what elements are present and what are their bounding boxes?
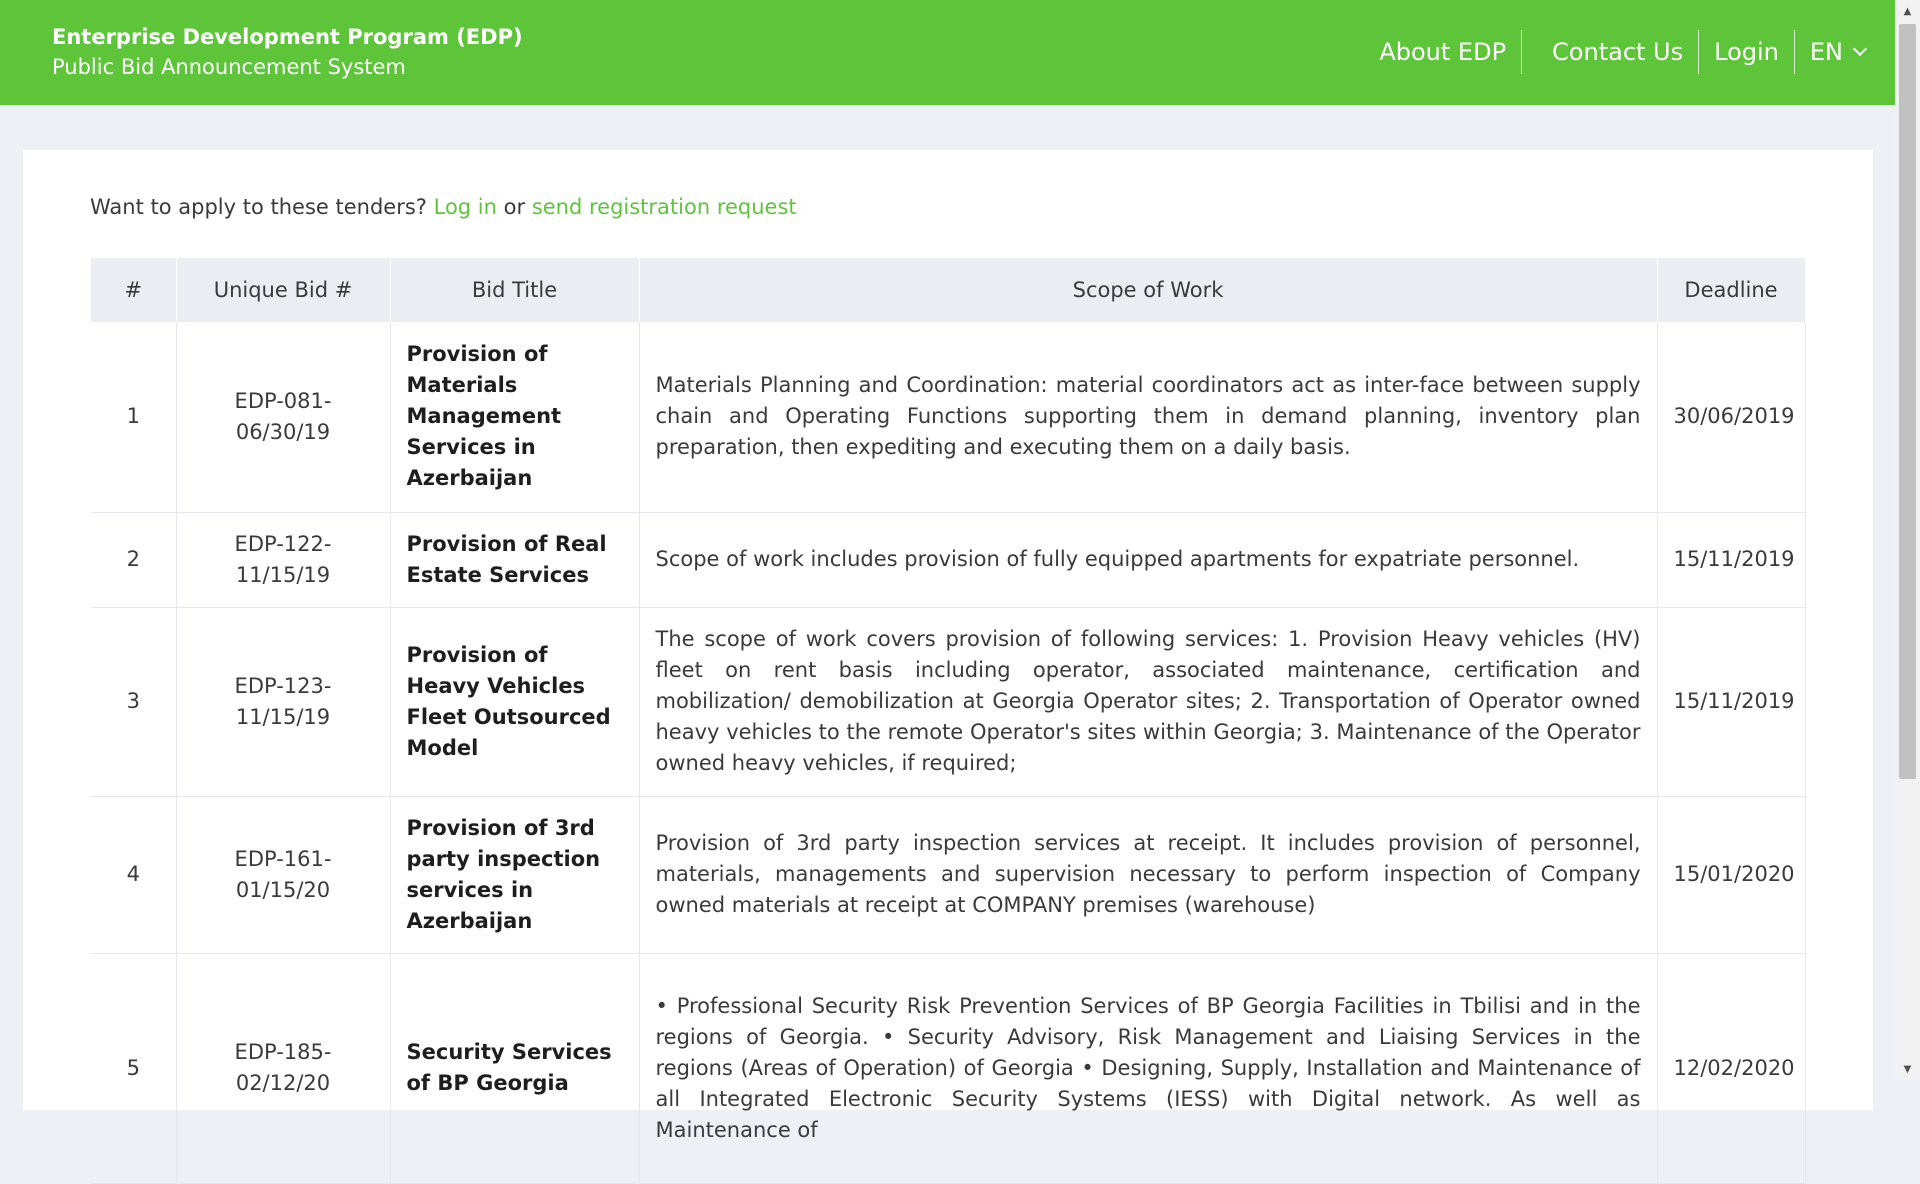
bid-title[interactable]: Provision of Heavy Vehicles Fleet Outsourced Model — [390, 607, 639, 796]
col-header-deadline: Deadline — [1657, 258, 1805, 322]
login-link[interactable]: Log in — [433, 195, 497, 219]
registration-request-link[interactable]: send registration request — [531, 195, 797, 219]
row-number: 5 — [91, 953, 176, 1183]
nav-about-edp[interactable]: About EDP — [1379, 38, 1507, 66]
col-header-scope: Scope of Work — [639, 258, 1657, 322]
table-row[interactable] — [91, 796, 1805, 953]
table-row[interactable] — [91, 322, 1805, 512]
deadline: 15/11/2019 — [1657, 607, 1805, 796]
brand[interactable] — [52, 22, 523, 82]
table-row[interactable] — [91, 953, 1805, 1183]
tenders-card — [23, 150, 1873, 1142]
nav-contact-us[interactable]: Contact Us — [1552, 38, 1684, 66]
scope-of-work: Provision of 3rd party inspection services at receipt. It includes provision of personnel, materials, managements and supervision necessary to perform inspection of Company owned materials at receipt at COMPANY premises (warehouse) — [639, 796, 1657, 953]
vertical-scrollbar[interactable] — [1895, 0, 1920, 1080]
apply-intro — [90, 195, 797, 219]
table-row[interactable] — [91, 512, 1805, 607]
table-row[interactable] — [91, 607, 1805, 796]
col-header-bid-title: Bid Title — [390, 258, 639, 322]
row-number: 3 — [91, 607, 176, 796]
language-label: EN — [1809, 38, 1843, 66]
deadline: 15/01/2020 — [1657, 796, 1805, 953]
bid-title[interactable]: Provision of 3rd party inspection services in Azerbaijan — [390, 796, 639, 953]
unique-bid-id: EDP-185-02/12/20 — [176, 953, 390, 1183]
chevron-down-icon — [1853, 42, 1867, 56]
unique-bid-id: EDP-122-11/15/19 — [176, 512, 390, 607]
table-header-row — [91, 258, 1805, 322]
row-number: 1 — [91, 322, 176, 512]
brand-title: Enterprise Development Program (EDP) — [52, 25, 523, 49]
scope-of-work: Scope of work includes provision of fully equipped apartments for expatriate personnel. — [639, 512, 1657, 607]
col-header-number: # — [91, 258, 176, 322]
intro-or: or — [503, 195, 526, 219]
unique-bid-id: EDP-081-06/30/19 — [176, 322, 390, 512]
deadline: 12/02/2020 — [1657, 953, 1805, 1183]
bid-title[interactable]: Provision of Materials Management Services in Azerbaijan — [390, 322, 639, 512]
bids-table — [91, 258, 1806, 1184]
scroll-down-arrow-icon[interactable]: ▼ — [1903, 1063, 1912, 1075]
deadline: 30/06/2019 — [1657, 322, 1805, 512]
language-selector[interactable] — [1795, 30, 1865, 74]
bid-title[interactable]: Provision of Real Estate Services — [390, 512, 639, 607]
scope-of-work: • Professional Security Risk Prevention Services of BP Georgia Facilities in Tbilisi and in the regions of Georgia. • Security Advisory, Risk Management and Liaising Services in the regions (Areas of Operation) of Georgia • Designing, Supply, Installation and Maintenance of all Integrated Electronic Security Systems (IESS) with Digital network. As well as Maintenance of — [639, 953, 1657, 1183]
unique-bid-id: EDP-123-11/15/19 — [176, 607, 390, 796]
nav-login[interactable]: Login — [1714, 38, 1779, 66]
bid-title[interactable]: Security Services of BP Georgia — [390, 953, 639, 1183]
scope-of-work: The scope of work covers provision of following services: 1. Provision Heavy vehicles (HV) fleet on rent basis including operator, associated maintenance, certification and mobilization/ demobilization at Georgia Operator sites; 2. Transportation of Operator owned heavy vehicles to the remote Operator's sites within Georgia; 3. Maintenance of the Operator owned heavy vehicles, if required; — [639, 607, 1657, 796]
col-header-unique-bid: Unique Bid # — [176, 258, 390, 322]
scope-of-work: Materials Planning and Coordination: material coordinators act as inter-face between supply chain and Operating Functions supporting them in demand planning, inventory plan preparation, then expediting and executing them on a daily basis. — [639, 322, 1657, 512]
top-header — [0, 0, 1895, 105]
scroll-up-arrow-icon[interactable]: ▲ — [1903, 5, 1912, 17]
row-number: 4 — [91, 796, 176, 953]
top-nav — [1364, 30, 1865, 74]
brand-subtitle: Public Bid Announcement System — [52, 55, 406, 79]
row-number: 2 — [91, 512, 176, 607]
deadline: 15/11/2019 — [1657, 512, 1805, 607]
scrollbar-thumb[interactable] — [1899, 24, 1916, 779]
intro-text: Want to apply to these tenders? — [90, 195, 427, 219]
unique-bid-id: EDP-161-01/15/20 — [176, 796, 390, 953]
